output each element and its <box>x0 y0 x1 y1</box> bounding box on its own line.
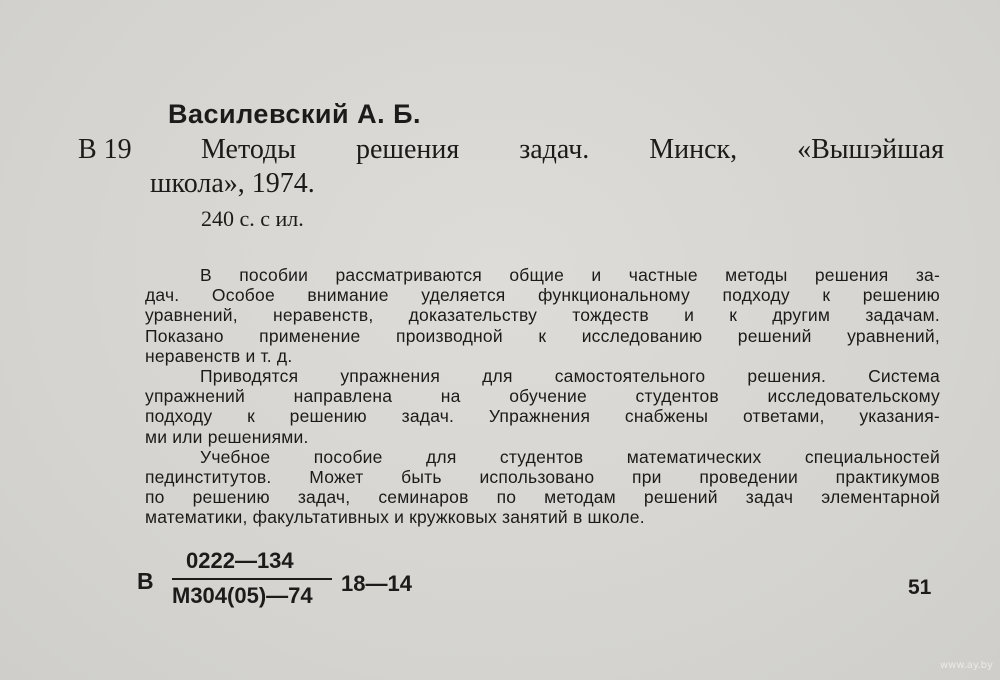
bbk-letter: В <box>137 568 154 594</box>
abstract-line: Приводятся упражнения для самостоятельного решения. Система <box>200 365 940 386</box>
abstract-line: пединститутов. Может быть использовано при проведении практикумов <box>145 466 940 487</box>
abstract-line: уравнений, неравенств, доказательству тождеств и к другим задачам. <box>145 305 940 326</box>
library-index: В 19 <box>78 134 132 165</box>
bbk-suffix: 18—14 <box>341 571 412 596</box>
abstract <box>145 265 940 527</box>
page-count: 240 с. с ил. <box>201 206 304 231</box>
abstract-line: по решению задач, семинаров по методам решений задач элементарной <box>145 487 940 508</box>
abstract-line: неравенств и т. д. <box>145 345 293 366</box>
title-word: Методы <box>201 134 297 165</box>
title-word: задач. <box>519 134 590 165</box>
abstract-line: В пособии рассматриваются общие и частные методы решения за- <box>200 265 940 285</box>
bbk-fraction <box>172 548 332 609</box>
title-word: Минск, <box>649 134 738 165</box>
abstract-line: математики, факультативных и кружковых занятий в школе. <box>145 507 645 528</box>
bbk-denominator: М304(05)—74 <box>172 583 313 608</box>
page-number: 51 <box>908 576 932 599</box>
fraction-bar <box>172 578 332 580</box>
abstract-line: упражнений направлена на обучение студентов исследовательскому <box>145 386 940 407</box>
book-title-line-2: школа», 1974. <box>150 168 315 199</box>
abstract-line: ми или решениями. <box>145 426 309 447</box>
bbk-numerator: 0222—134 <box>186 548 294 573</box>
abstract-line: подходу к решению задач. Упражнения снабжены ответами, указания- <box>145 406 940 427</box>
abstract-line: дач. Особое внимание уделяется функциональному подходу к решению <box>145 285 940 306</box>
book-title-line-1 <box>201 134 944 166</box>
abstract-line: Показано применение производной к исследованию решений уравнений, <box>145 325 940 346</box>
author-name: Василевский А. Б. <box>168 99 422 129</box>
site-watermark: www.ay.by <box>940 660 993 671</box>
title-word: решения <box>356 134 460 165</box>
title-word: «Вышэйшая <box>797 134 944 165</box>
abstract-line: Учебное пособие для студентов математических специальностей <box>200 446 940 467</box>
